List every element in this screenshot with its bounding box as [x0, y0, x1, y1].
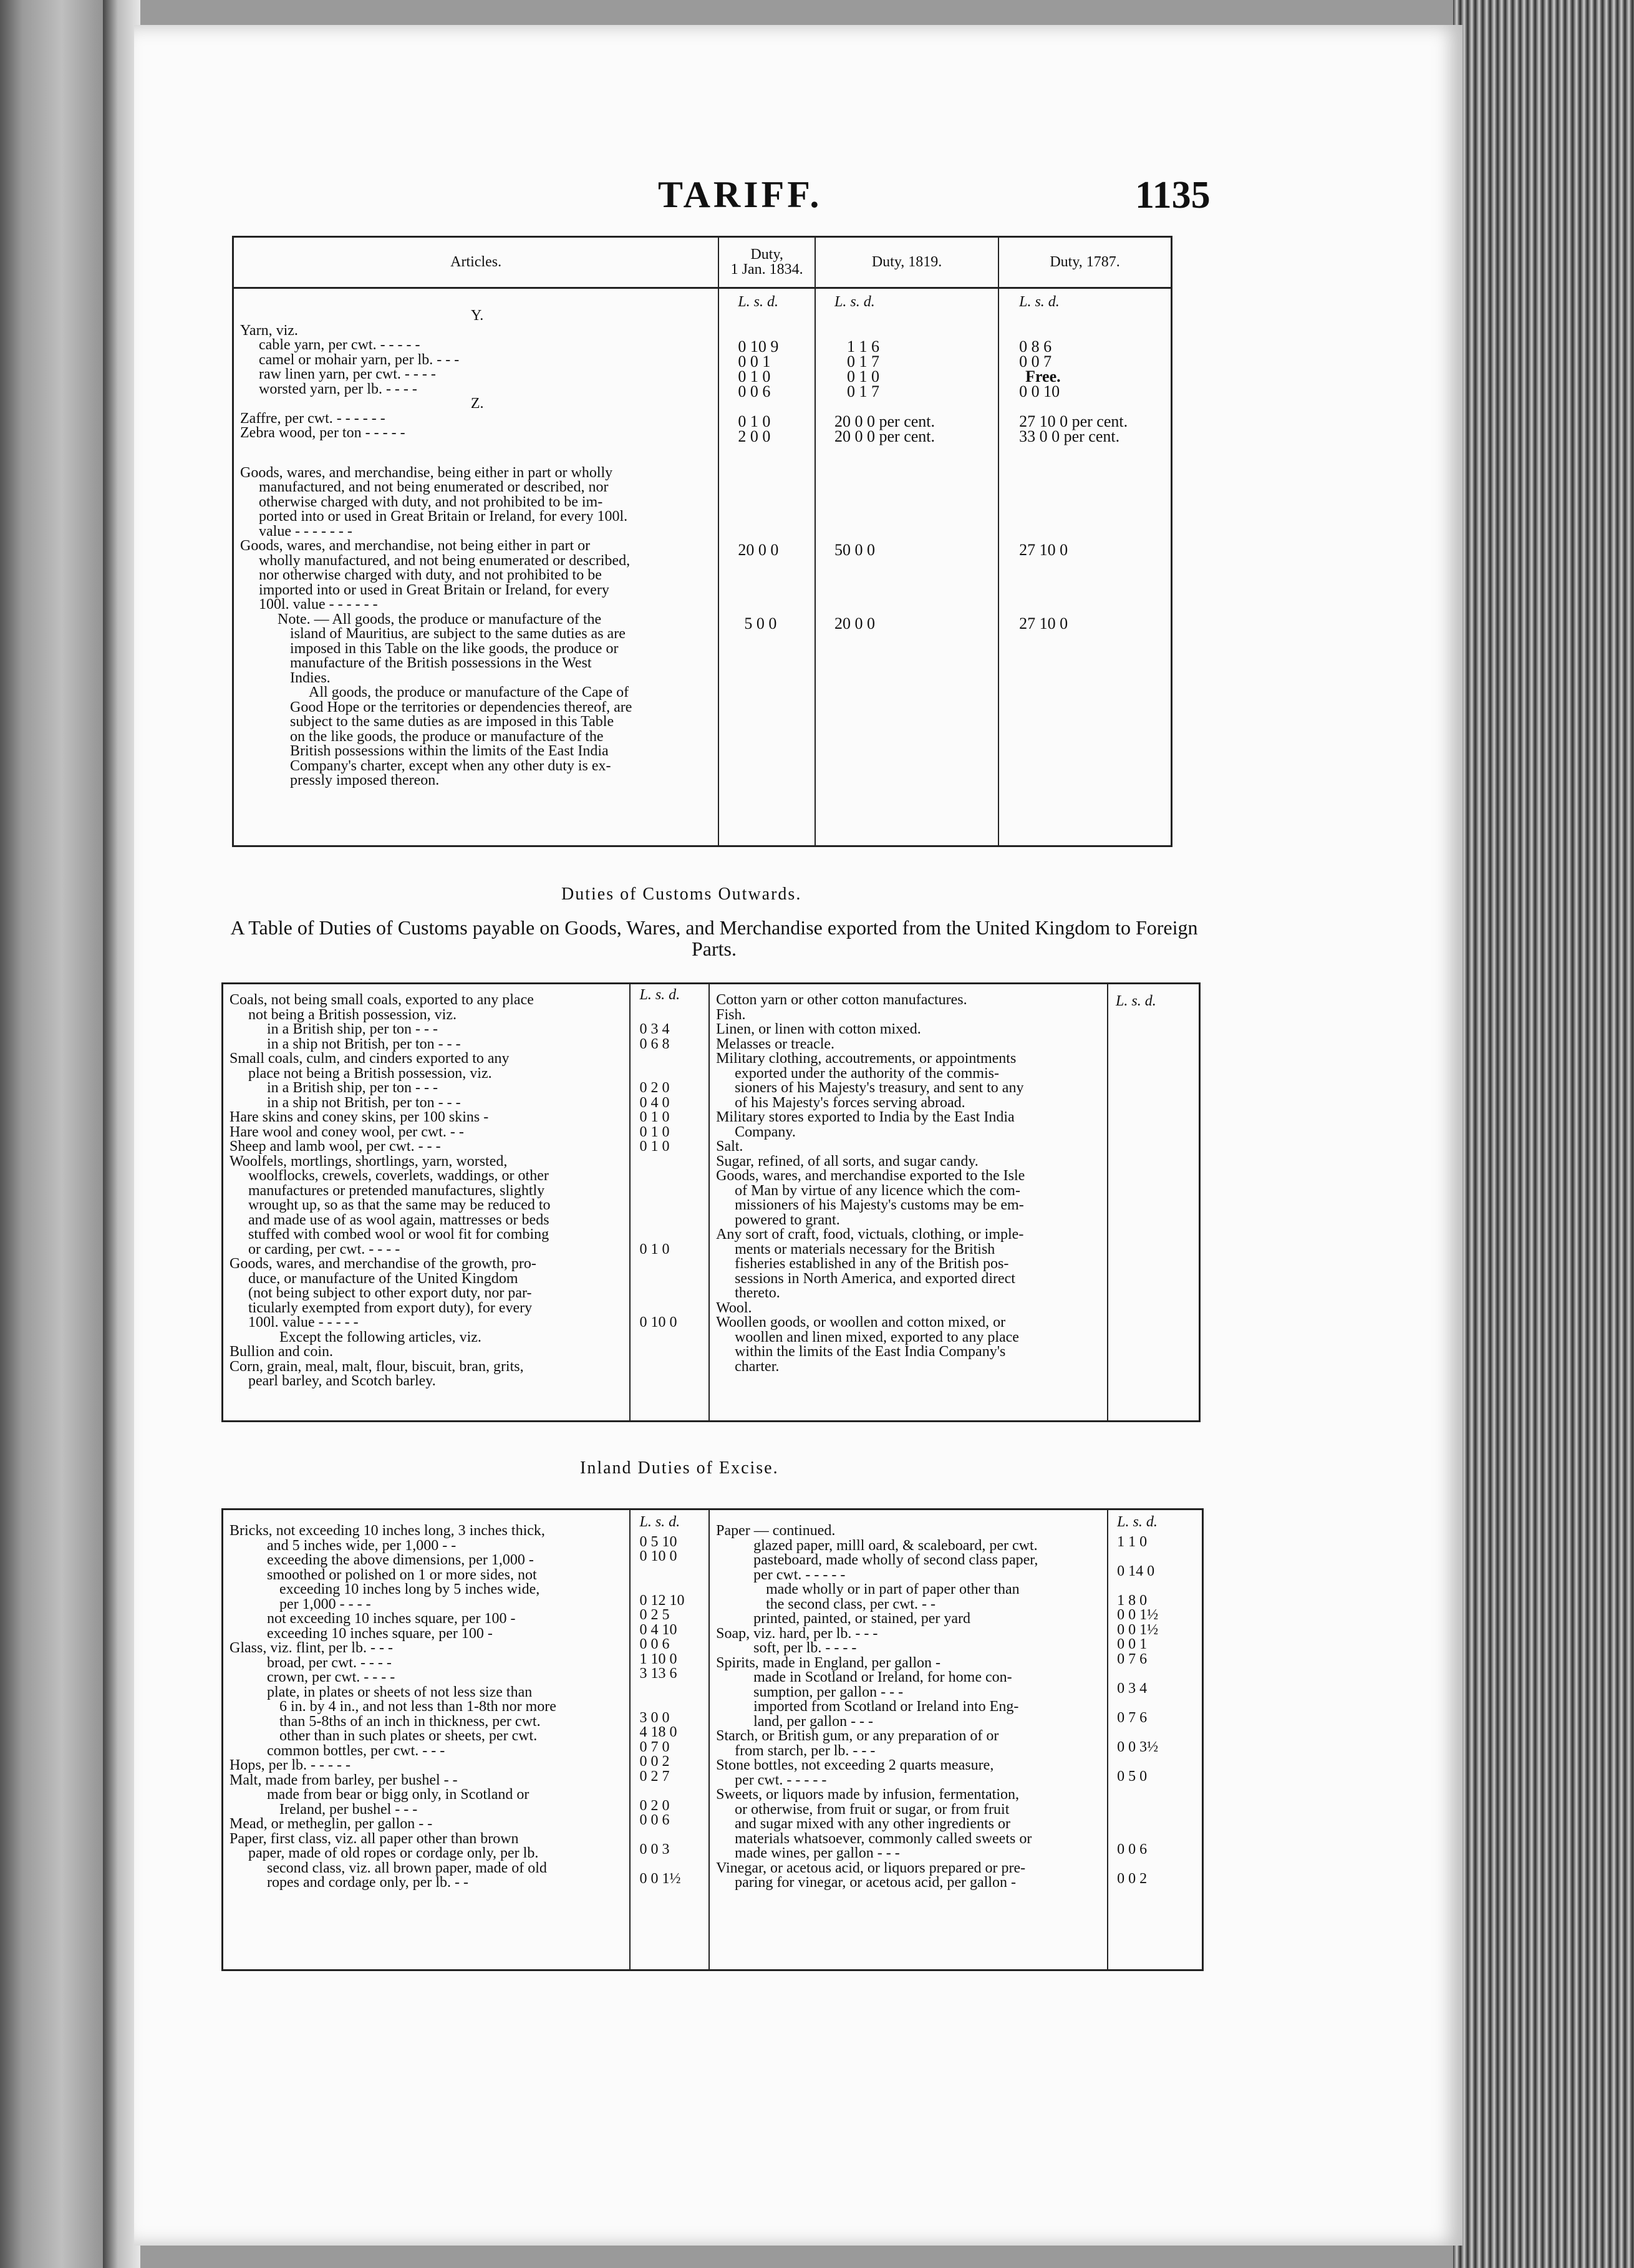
spacer [834, 558, 998, 616]
table-row-text: made from bear or bigg only, in Scotland or [267, 1786, 529, 1803]
tariff-row-article: cable yarn, per cwt. - - - - - [259, 337, 420, 353]
table-row-text: other than in such plates or sheets, per cwt. [279, 1728, 538, 1744]
note2-line: on the like goods, the produce or manufacture of the [290, 728, 604, 745]
table-row-text: smoothed or polished on 1 or more sides, not [267, 1566, 537, 1583]
lsd-label: L. s. d. [639, 1514, 680, 1530]
table-row-text: per 1,000 - - - - [279, 1596, 371, 1612]
duty-1834-value: 2 0 0 [738, 427, 771, 445]
table-row-value [639, 1052, 708, 1067]
table-row-text: Spirits, made in England, per gallon - [716, 1654, 941, 1671]
table-row-value: 0 1 0 [639, 1138, 670, 1155]
spacer [834, 444, 998, 543]
table-row-value [639, 1579, 708, 1594]
table-row-value [639, 1828, 708, 1843]
table-row-value: 0 3 4 [1117, 1680, 1148, 1697]
goods2-duty-1787: 27 10 0 [1019, 614, 1068, 632]
table-row-text: place not being a British possession, viz. [248, 1065, 492, 1082]
note2-line: Good Hope or the territories or dependencies thereof, are [290, 699, 632, 715]
table-row-value: 0 4 0 [639, 1094, 670, 1111]
table-row-text: imported from Scotland or Ireland into Eng- [753, 1699, 1019, 1715]
table-row-text: duce, or manufacture of the United Kingdom [248, 1270, 518, 1287]
table-row-value [639, 1360, 708, 1375]
table-row-value: 3 0 0 [639, 1709, 670, 1726]
duty-1819-value: 1 1 6 [847, 337, 879, 356]
excise-right-articles [709, 1510, 1108, 1970]
table-row-text: Hare skins and coney skins, per 100 skins - [230, 1109, 489, 1125]
table-row-value: 0 2 7 [639, 1768, 670, 1785]
note2-line: All goods, the produce or manufacture of the Cape of [309, 684, 629, 700]
spacer [1019, 558, 1171, 616]
table-row-value: 0 1 0 [639, 1241, 670, 1258]
table-row-value [1117, 1696, 1202, 1711]
duty-1819-value: 0 1 7 [847, 382, 879, 400]
goods1-line: ported into or used in Great Britain or Ireland, for every 100l. [259, 508, 628, 525]
table-row-value [639, 1286, 708, 1301]
table-row-value [1117, 1828, 1202, 1843]
duty-1787-value: 33 0 0 per cent. [1019, 427, 1120, 445]
table-row-value [1117, 1813, 1202, 1828]
excise-right-values [1108, 1510, 1202, 1970]
table-row-value: 0 7 6 [1117, 1650, 1148, 1667]
table-row-value: 1 1 0 [1117, 1533, 1148, 1550]
note2-line: British possessions within the limits of the East India [290, 743, 609, 759]
excise-left-articles [223, 1510, 631, 1970]
duty-1834-value: 0 0 6 [738, 382, 771, 400]
table-row-value [1117, 1549, 1202, 1564]
note2-line: Company's charter, except when any other duty is ex- [290, 757, 611, 774]
book-left-page [0, 0, 112, 2268]
table-row-text: Cotton yarn or other cotton manufactures. [716, 992, 967, 1008]
table-row-text: exceeding 10 inches square, per 100 - [267, 1625, 493, 1642]
table-row-value: 1 8 0 [1117, 1592, 1148, 1609]
table-row-text: wrought up, so as that the same may be reduced to [248, 1197, 551, 1213]
table-row-value [1117, 1784, 1202, 1799]
table-row-value: 0 3 4 [639, 1021, 670, 1037]
table-row-text: missioners of his Majesty's customs may be em- [735, 1197, 1024, 1213]
table-row-text: of Man by virtue of any licence which the com- [735, 1182, 1020, 1199]
table-row-text: 100l. value - - - - - [248, 1314, 359, 1330]
table-row-text: exported under the authority of the commis- [735, 1065, 999, 1082]
table-row-value: 0 2 0 [639, 1080, 670, 1096]
spacer [1019, 444, 1171, 543]
duty-1819-value: 0 1 0 [847, 367, 879, 385]
table-row-text: Melasses or treacle. [716, 1035, 835, 1052]
table-row-value [639, 1169, 708, 1184]
goods2-line: wholly manufactured, and not being enumerated or described, [259, 552, 631, 569]
table-row-text: pearl barley, and Scotch barley. [248, 1373, 436, 1389]
table-row-text: of his Majesty's forces serving abroad. [735, 1094, 965, 1111]
table-row-text: Soap, viz. hard, per lb. - - - [716, 1625, 878, 1642]
table-row-value [639, 1228, 708, 1243]
table-row-text: per cwt. - - - - - [753, 1566, 846, 1583]
table-row-text: ticularly exempted from export duty), for every [248, 1299, 533, 1316]
table-row-value [639, 1301, 708, 1316]
goods2-line: imported into or used in Great Britain or Ireland, for every [259, 581, 609, 598]
table-row-text: in a British ship, per ton - - - [267, 1080, 438, 1096]
duty-1819-value: 20 0 0 per cent. [834, 427, 935, 445]
table-row-text: land, per gallon - - - [753, 1713, 874, 1730]
table-row-text: stuffed with combed wool or wool fit for combing [248, 1226, 549, 1243]
table-row-text: ropes and cordage only, per lb. - - [267, 1874, 468, 1891]
running-head: TARIFF. [658, 174, 823, 215]
table-row-value: 4 18 0 [639, 1724, 677, 1740]
table-row-text: Sweets, or liquors made by infusion, fermentation, [716, 1786, 1020, 1803]
table-row-text: than 5-8ths of an inch in thickness, per cwt. [279, 1713, 541, 1730]
duty-1834-column [718, 288, 815, 846]
lsd-spacer [240, 294, 714, 309]
table-row-text: woollen and linen mixed, exported to any place [735, 1329, 1019, 1345]
table-row-text: from starch, per lb. - - - [735, 1742, 876, 1759]
lsd-label: L. s. d. [834, 294, 875, 310]
duty-1834-value: 0 0 1 [738, 352, 771, 371]
articles-column [233, 288, 719, 846]
table-row-text: charter. [735, 1358, 780, 1375]
table-row-text: or otherwise, from fruit or sugar, or from fruit [735, 1801, 1010, 1818]
spacer [738, 444, 815, 543]
table-row-text: Except the following articles, viz. [279, 1329, 481, 1345]
table-row-text: exceeding the above dimensions, per 1,000 - [267, 1552, 534, 1568]
outwards-left-values [630, 984, 709, 1422]
table-row-value: 0 0 1½ [1117, 1607, 1159, 1623]
table-row-text: Glass, viz. flint, per lb. - - - [230, 1640, 393, 1656]
table-row-text: Mead, or metheglin, per gallon - - [230, 1816, 433, 1832]
table-row-text: Linen, or linen with cotton mixed. [716, 1021, 921, 1037]
duty-1787-value: 27 10 0 per cent. [1019, 412, 1128, 430]
duty-1834-value: 0 10 9 [738, 337, 779, 356]
table-row-text: printed, painted, or stained, per yard [753, 1611, 970, 1627]
duty-1834-header [718, 237, 815, 288]
table-row-text: exceeding 10 inches long by 5 inches wide, [279, 1581, 540, 1597]
table-row-value [1117, 1755, 1202, 1770]
table-row-text: common bottles, per cwt. - - - [267, 1742, 445, 1759]
table-row-text: Coals, not being small coals, exported to any place [230, 992, 534, 1008]
table-row-value: 0 6 8 [639, 1035, 670, 1052]
table-row-value: 0 0 1½ [639, 1871, 681, 1887]
duty-1834-header-line2: 1 Jan. 1834. [730, 261, 803, 278]
duty-1834-value: 0 1 0 [738, 412, 771, 430]
table-row-value: 0 0 6 [639, 1636, 670, 1652]
outwards-right-articles [709, 984, 1108, 1422]
table-row-text: made wines, per gallon - - - [735, 1845, 900, 1861]
table-row-value [639, 1374, 708, 1389]
table-row-text: Bullion and coin. [230, 1344, 333, 1360]
table-row-value [639, 1696, 708, 1711]
table-row-value: 0 12 10 [639, 1592, 685, 1609]
table-row-text: manufactures or pretended manufactures, slightly [248, 1182, 545, 1199]
table-row-text: Corn, grain, meal, malt, flour, biscuit, bran, grits, [230, 1358, 524, 1375]
table-row-text: Woollen goods, or woollen and cotton mixed, or [716, 1314, 1006, 1330]
table-row-value [1117, 1725, 1202, 1740]
table-row-text: made in Scotland or Ireland, for home con- [753, 1669, 1012, 1685]
letter-y: Y. [471, 308, 484, 324]
goods1-line: otherwise charged with duty, and not prohibited to be im- [259, 493, 603, 510]
table-row-value: 0 1 0 [639, 1109, 670, 1125]
table-row-text: Hops, per lb. - - - - - [230, 1757, 350, 1773]
table-row-text: Company. [735, 1123, 796, 1140]
table-row-text: or carding, per cwt. - - - - [248, 1241, 400, 1258]
note2-line: pressly imposed thereon. [290, 772, 440, 788]
table-row-text: paper, made of old ropes or cordage only, per lb. [248, 1845, 539, 1861]
table-row-text: Bricks, not exceeding 10 inches long, 3 inches thick, [230, 1523, 545, 1539]
table-row-text: Goods, wares, and merchandise of the growth, pro- [230, 1256, 536, 1272]
table-row-value [639, 1345, 708, 1360]
table-row-text: in a ship not British, per ton - - - [267, 1035, 461, 1052]
table-row-value [639, 1184, 708, 1199]
tariff-row-article: raw linen yarn, per cwt. - - - - [259, 366, 436, 382]
goods2-duty-1819: 20 0 0 [834, 614, 875, 632]
table-row-value [639, 1784, 708, 1799]
table-row-value: 0 2 5 [639, 1607, 670, 1623]
table-row-value: 0 0 1 [1117, 1636, 1148, 1652]
note1-line: Indies. [290, 669, 331, 686]
duty-1819-column [815, 288, 998, 846]
table-row-value: 0 7 0 [639, 1738, 670, 1755]
table-row-text: powered to grant. [735, 1211, 840, 1228]
table-row-text: Vinegar, or acetous acid, or liquors prepared or pre- [716, 1859, 1026, 1876]
table-row-text: Malt, made from barley, per bushel - - [230, 1771, 458, 1788]
table-row-value [639, 1067, 708, 1082]
table-row-text: Military stores exported to India by the East India [716, 1109, 1015, 1125]
duties-outwards-heading: Duties of Customs Outwards. [561, 884, 802, 904]
table-row-text: Ireland, per bushel - - - [279, 1801, 418, 1818]
table-row-text: Sheep and lamb wool, per cwt. - - - [230, 1138, 441, 1155]
table-row-text: paring for vinegar, or acetous acid, per gallon - [735, 1874, 1016, 1891]
table-row-text: sessions in North America, and exported direct [735, 1270, 1015, 1287]
table-row-text: ments or materials necessary for the British [735, 1241, 995, 1258]
table-row-value: 0 0 2 [639, 1753, 670, 1770]
outwards-table [221, 982, 1201, 1422]
tariff-row-article: camel or mohair yarn, per lb. - - - [259, 351, 460, 368]
table-row-value [639, 1858, 708, 1873]
letter-z: Z. [470, 395, 484, 412]
table-row-text: Military clothing, accoutrements, or appointments [716, 1050, 1017, 1067]
duty-1787-value: 0 0 10 [1019, 382, 1060, 400]
divider-space [240, 441, 714, 466]
table-row-value: 0 2 0 [639, 1797, 670, 1814]
table-row-text: and made use of as wool again, mattresses or beds [248, 1211, 549, 1228]
duty-1787-value: 0 0 7 [1019, 352, 1052, 371]
table-row-value [1117, 1799, 1202, 1814]
table-row-text: second class, viz. all brown paper, made of old [267, 1859, 547, 1876]
goods2-duty-1834: 5 0 0 [744, 614, 777, 632]
table-row-value: 0 14 0 [1117, 1563, 1155, 1579]
table-row-value [639, 1008, 708, 1023]
duty-1787-value: 0 8 6 [1019, 337, 1052, 356]
duty-1834-value: 0 1 0 [738, 367, 771, 385]
table-row-text: woolflocks, crewels, coverlets, waddings, or other [248, 1168, 549, 1184]
table-row-text: within the limits of the East India Company's [735, 1344, 1006, 1360]
table-row-value: 0 10 0 [639, 1314, 677, 1330]
table-row-text: in a British ship, per ton - - - [267, 1021, 438, 1037]
articles-header: Articles. [233, 237, 719, 288]
lsd-label: L. s. d. [639, 987, 680, 1003]
table-row-text: and 5 inches wide, per 1,000 - - [267, 1537, 457, 1554]
outwards-right-values [1108, 984, 1199, 1422]
tariff-row-article: worsted yarn, per lb. - - - - [259, 380, 417, 397]
goods2-line: Goods, wares, and merchandise, not being either in part or [240, 538, 591, 554]
table-row-text: Paper, first class, viz. all paper other than brown [230, 1830, 519, 1847]
table-row-text: made wholly or in part of paper other than [766, 1581, 1020, 1597]
table-row-text: Stone bottles, not exceeding 2 quarts measure, [716, 1757, 994, 1773]
table-row-value [639, 1682, 708, 1697]
table-row-value: 0 0 1½ [1117, 1621, 1159, 1638]
table-row-text: Any sort of craft, food, victuals, clothing, or imple- [716, 1226, 1024, 1243]
lsd-label: L. s. d. [738, 294, 779, 310]
table-row-value [639, 1257, 708, 1272]
table-row-text: plate, in plates or sheets of not less size than [267, 1684, 533, 1700]
table-row-text: 6 in. by 4 in., and not less than 1-8th nor more [279, 1699, 556, 1715]
table-row-text: Fish. [716, 1006, 746, 1023]
table-row-text: Salt. [716, 1138, 743, 1155]
table-row-text: Wool. [716, 1299, 752, 1316]
tariff-table [232, 236, 1172, 847]
goods2-line: 100l. value - - - - - - [259, 596, 378, 613]
table-row-value: 0 0 3½ [1117, 1738, 1159, 1755]
table-row-text: not being a British possession, viz. [248, 1006, 457, 1023]
table-row-value [639, 1213, 708, 1228]
duty-1819-header: Duty, 1819. [815, 237, 998, 288]
table-row-value: 0 5 10 [639, 1533, 677, 1550]
table-row-value: 0 5 0 [1117, 1768, 1148, 1785]
spacer [738, 558, 815, 616]
spacer [1019, 310, 1171, 339]
table-row-value: 0 0 3 [639, 1841, 670, 1858]
tariff-row-article: Zaffre, per cwt. - - - - - - [240, 410, 385, 427]
note2-line: subject to the same duties as are imposed in this Table [290, 714, 614, 730]
table-row-text: and sugar mixed with any other ingredients or [735, 1816, 1010, 1832]
table-row-value: 0 0 6 [1117, 1841, 1148, 1858]
table-row-value: 0 10 0 [639, 1548, 677, 1564]
duties-outwards-caption: A Table of Duties of Customs payable on Goods, Wares, and Merchandise exported from the United Kingdom to Foreign Parts. [230, 916, 1198, 960]
page-number: 1135 [1135, 174, 1211, 216]
note1-line: imposed in this Table on the like goods, the produce or [290, 640, 619, 657]
lsd-label: L. s. d. [1116, 993, 1156, 1009]
goods1-line: manufactured, and not being enumerated or described, nor [259, 479, 609, 495]
table-row-text: thereto. [735, 1285, 780, 1301]
table-row-text: soft, per lb. - - - - [753, 1640, 857, 1656]
duty-1819-value: 0 1 7 [847, 352, 879, 371]
table-row-value: 1 10 0 [639, 1650, 677, 1667]
table-row-value: 0 7 6 [1117, 1709, 1148, 1726]
page-edges [1453, 0, 1634, 2268]
table-row-text: (not being subject to other export duty, nor par- [248, 1285, 532, 1301]
note1-line: Note. — All goods, the produce or manufacture of the [278, 611, 602, 628]
table-row-text: Starch, or British gum, or any preparation of or [716, 1728, 999, 1744]
table-row-text: per cwt. - - - - - [735, 1771, 827, 1788]
table-row-text: sumption, per gallon - - - [753, 1684, 904, 1700]
table-row-text: the second class, per cwt. - - [766, 1596, 936, 1612]
table-row-text: in a ship not British, per ton - - - [267, 1094, 461, 1111]
goods2-line: nor otherwise charged with duty, and not prohibited to be [259, 567, 602, 583]
table-row-text: materials whatsoever, commonly called sweets or [735, 1830, 1032, 1847]
inland-excise-heading: Inland Duties of Excise. [580, 1458, 779, 1478]
table-row-value [1117, 1579, 1202, 1594]
note1-line: manufacture of the British possessions in the West [290, 655, 592, 671]
lsd-label: L. s. d. [1117, 1514, 1158, 1530]
table-row-text: broad, per cwt. - - - - [267, 1654, 392, 1671]
duty-1787-column [998, 288, 1171, 846]
table-row-value: 0 1 0 [639, 1123, 670, 1140]
duty-1834-header-line1: Duty, [750, 246, 783, 263]
outwards-left-articles [223, 984, 631, 1422]
table-row-value: 3 13 6 [639, 1665, 677, 1682]
table-row-value [1117, 1858, 1202, 1873]
table-row-text: sioners of his Majesty's treasury, and sent to any [735, 1080, 1024, 1096]
excise-table [221, 1508, 1204, 1971]
table-row-value [639, 1155, 708, 1170]
tariff-row-article: Zebra wood, per ton - - - - - [240, 425, 405, 441]
yarn-heading: Yarn, viz. [240, 322, 298, 339]
table-row-text: Small coals, culm, and cinders exported to any [230, 1050, 510, 1067]
table-row-text: Hare wool and coney wool, per cwt. - - [230, 1123, 464, 1140]
goods1-duty-1819: 50 0 0 [834, 541, 875, 559]
table-row-value: 0 0 6 [639, 1812, 670, 1828]
spacer [834, 310, 998, 339]
table-row-text: Woolfels, mortlings, shortlings, yarn, worsted, [230, 1153, 508, 1170]
duty-1787-value: Free. [1025, 367, 1061, 385]
table-row-value [639, 1198, 708, 1213]
table-row-text: Paper — continued. [716, 1523, 836, 1539]
table-row-text: Goods, wares, and merchandise exported to the Isle [716, 1168, 1025, 1184]
table-row-text: crown, per cwt. - - - - [267, 1669, 395, 1685]
note1-line: island of Mauritius, are subject to the same duties as are [290, 626, 626, 642]
duty-1787-header: Duty, 1787. [998, 237, 1171, 288]
table-row-value [639, 1272, 708, 1287]
table-row-value [639, 1330, 708, 1345]
goods1-line: value - - - - - - - [259, 523, 352, 540]
table-row-value [639, 1564, 708, 1579]
goods1-duty-1834: 20 0 0 [738, 541, 779, 559]
duty-1819-value: 20 0 0 per cent. [834, 412, 935, 430]
table-row-value [1117, 1667, 1202, 1682]
goods1-line: Goods, wares, and merchandise, being either in part or wholly [240, 464, 613, 481]
table-row-text: Sugar, refined, of all sorts, and sugar candy. [716, 1153, 979, 1170]
table-row-text: glazed paper, milll oard, & scaleboard, per cwt. [753, 1537, 1038, 1554]
excise-left-values [630, 1510, 709, 1970]
table-row-text: fisheries established in any of the British pos- [735, 1256, 1009, 1272]
spacer [738, 310, 815, 339]
goods1-duty-1787: 27 10 0 [1019, 541, 1068, 559]
table-row-value: 0 0 2 [1117, 1871, 1148, 1887]
table-row-text: not exceeding 10 inches square, per 100 - [267, 1611, 516, 1627]
table-row-text: pasteboard, made wholly of second class paper, [753, 1552, 1038, 1568]
lsd-label: L. s. d. [1019, 294, 1060, 310]
table-row-value: 0 4 10 [639, 1621, 677, 1638]
